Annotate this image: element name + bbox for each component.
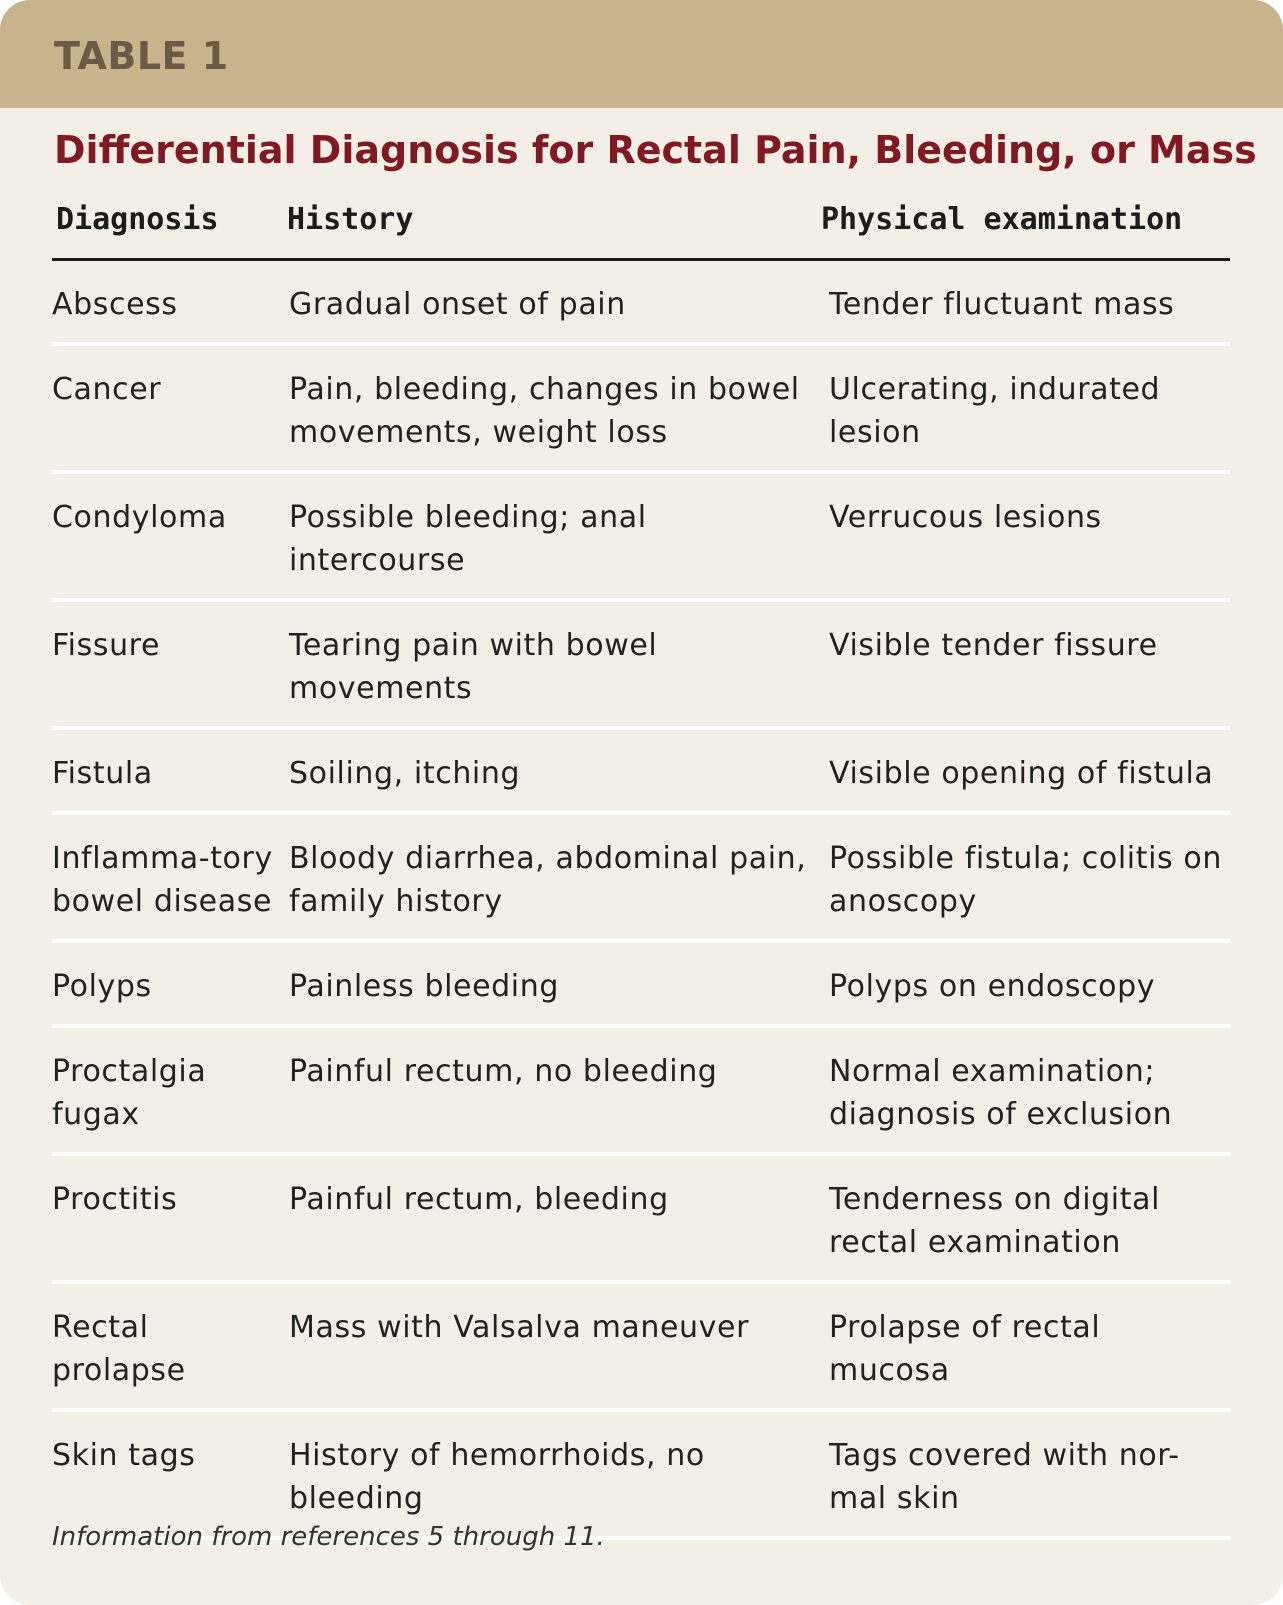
table-body: [52, 261, 1230, 1540]
cell-history: Possible bleeding; anal intercourse: [289, 500, 647, 578]
cell-exam: Ulcerating, indurated lesion: [829, 372, 1161, 450]
column-header-exam: Physical examination: [821, 202, 1183, 237]
cell-history: History of hemorrhoids, no bleeding: [289, 1438, 705, 1516]
cell-diagnosis: Cancer: [52, 372, 162, 407]
table-row: [52, 730, 1230, 815]
cell-exam: Normal examination; diagnosis of exclusion: [829, 1054, 1173, 1132]
table-row: [52, 1284, 1230, 1412]
cell-diagnosis: Proctitis: [52, 1182, 178, 1217]
cell-diagnosis: Skin tags: [52, 1438, 196, 1473]
cell-exam: Verrucous lesions: [829, 500, 1102, 535]
table-row: [52, 346, 1230, 474]
cell-history: Gradual onset of pain: [289, 287, 626, 322]
header-band: [0, 0, 1283, 108]
cell-history: Mass with Valsalva maneuver: [289, 1310, 750, 1345]
table-row: [52, 474, 1230, 602]
cell-history: Soiling, itching: [289, 756, 521, 791]
cell-diagnosis: Fissure: [52, 628, 161, 663]
cell-diagnosis: Abscess: [52, 287, 178, 322]
cell-diagnosis: Inflamma-tory bowel disease: [52, 841, 273, 919]
cell-history: Bloody diarrhea, abdominal pain, family history: [289, 841, 807, 919]
footnote: Information from references 5 through 11.: [52, 1522, 605, 1552]
table-label: TABLE 1: [54, 34, 229, 78]
cell-diagnosis: Polyps: [52, 969, 152, 1004]
cell-diagnosis: Fistula: [52, 756, 153, 791]
cell-history: Painless bleeding: [289, 969, 559, 1004]
cell-exam: Tender fluctuant mass: [829, 287, 1175, 322]
cell-history: Pain, bleeding, changes in bowel movements, weight loss: [289, 372, 800, 450]
cell-history: Painful rectum, no bleeding: [289, 1054, 718, 1089]
table-title: Differential Diagnosis for Rectal Pain, Bleeding, or Mass: [54, 128, 1257, 172]
cell-exam: Prolapse of rectal mucosa: [829, 1310, 1101, 1388]
table-row: [52, 261, 1230, 346]
cell-exam: Tenderness on digital rectal examination: [829, 1182, 1161, 1260]
table-row: [52, 602, 1230, 730]
cell-exam: Tags covered with nor-mal skin: [829, 1438, 1180, 1516]
cell-exam: Polyps on endoscopy: [829, 969, 1156, 1004]
table-row: [52, 815, 1230, 943]
cell-exam: Visible opening of fistula: [829, 756, 1214, 791]
table-row: [52, 1412, 1230, 1540]
table-row: [52, 943, 1230, 1028]
cell-diagnosis: Condyloma: [52, 500, 227, 535]
cell-diagnosis: Rectal prolapse: [52, 1310, 186, 1388]
column-header-history: History: [287, 202, 414, 237]
column-header-diagnosis: Diagnosis: [56, 202, 219, 237]
cell-exam: Possible fistula; colitis on anoscopy: [829, 841, 1222, 919]
table-row: [52, 1156, 1230, 1284]
cell-diagnosis: Proctalgia fugax: [52, 1054, 207, 1132]
cell-exam: Visible tender fissure: [829, 628, 1158, 663]
cell-history: Painful rectum, bleeding: [289, 1182, 669, 1217]
cell-history: Tearing pain with bowel movements: [289, 628, 658, 706]
table-row: [52, 1028, 1230, 1156]
